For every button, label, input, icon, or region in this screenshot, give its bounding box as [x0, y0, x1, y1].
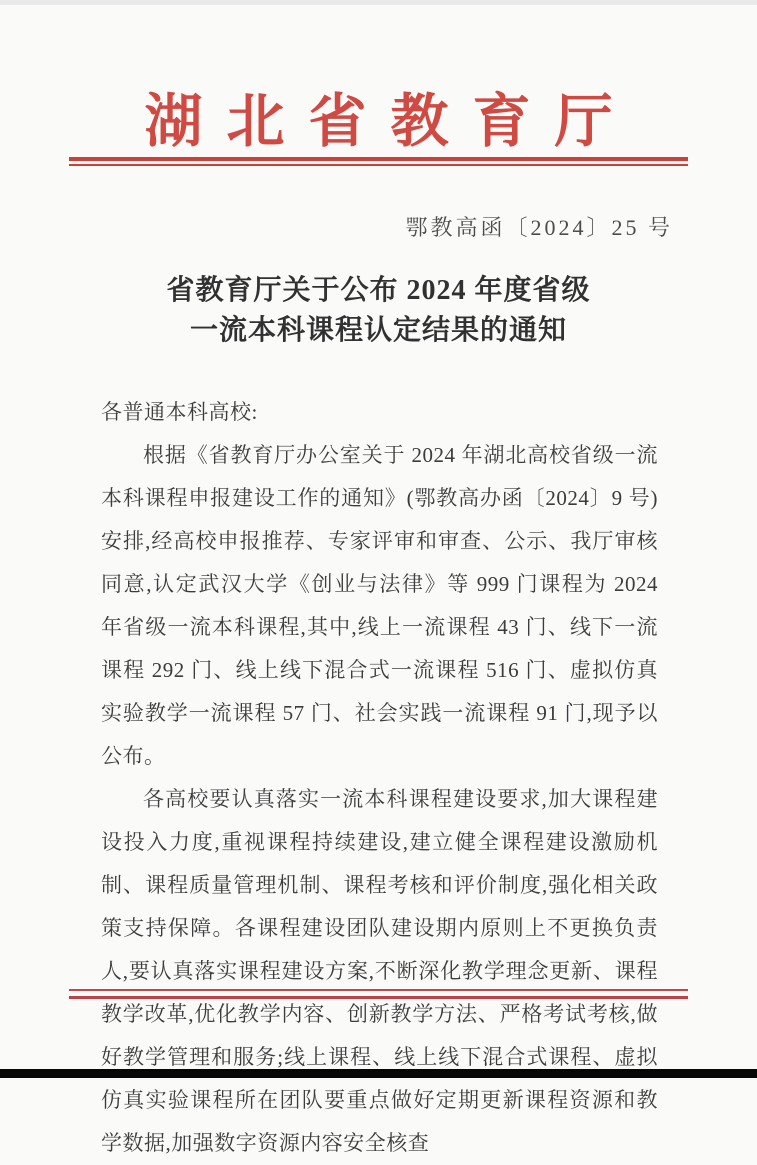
paragraph-2: 各高校要认真落实一流本科课程建设要求,加大课程建设投入力度,重视课程持续建设,建立健全课程建设激励机制、课程质量管理机制、课程考核和评价制度,强化相关政策支持保障。各课程建设团队建设期内原则上不更换负责人,要认真落实课程建设方案,不断深化教学理念更新、课程教学改革,优化教学内容、创新教学方法、严格考试考核,做好教学管理和服务;线上课程、线上线下混合式课程、虚拟仿真实验课程所在团队要重点做好定期更新课程资源和教学数据,加强数字资源内容安全核查 [101, 787, 658, 1155]
paragraph-1: 根据《省教育厅办公室关于 2024 年湖北高校省级一流本科课程申报建设工作的通知》(鄂教高办函〔2024〕9 号)安排,经高校申报推荐、专家评审和审查、公示、我厅审核同意,认定武汉大学《创业与法律》等 999 门课程为 2024 年省级一流本科课程,其中,线上一流课程 43 门、线下一流课程 292 门、线上线下混合式一流课程 516 门、虚拟仿真实验教学一流课程 57 门、社会实践一流课程 91 门,现予以公布。 [101, 443, 658, 768]
letterhead-divider [69, 157, 688, 166]
footer-divider-thick-line [69, 996, 688, 999]
document-number: 鄂教高函〔2024〕25 号 [405, 215, 673, 240]
document-title [0, 271, 757, 351]
document-body [101, 391, 658, 1165]
salutation: 各普通本科高校: [101, 400, 258, 424]
document-title-line2: 一流本科课程认定结果的通知 [189, 315, 567, 346]
footer-divider [69, 989, 688, 999]
scan-edge-top [0, 0, 757, 5]
document-title-line1: 省教育厅关于公布 2024 年度省级 [166, 275, 591, 306]
letterhead-org-name: 湖北省教育厅 [144, 89, 637, 154]
divider-thin-line [69, 164, 688, 166]
scan-edge-bottom [0, 1069, 757, 1078]
